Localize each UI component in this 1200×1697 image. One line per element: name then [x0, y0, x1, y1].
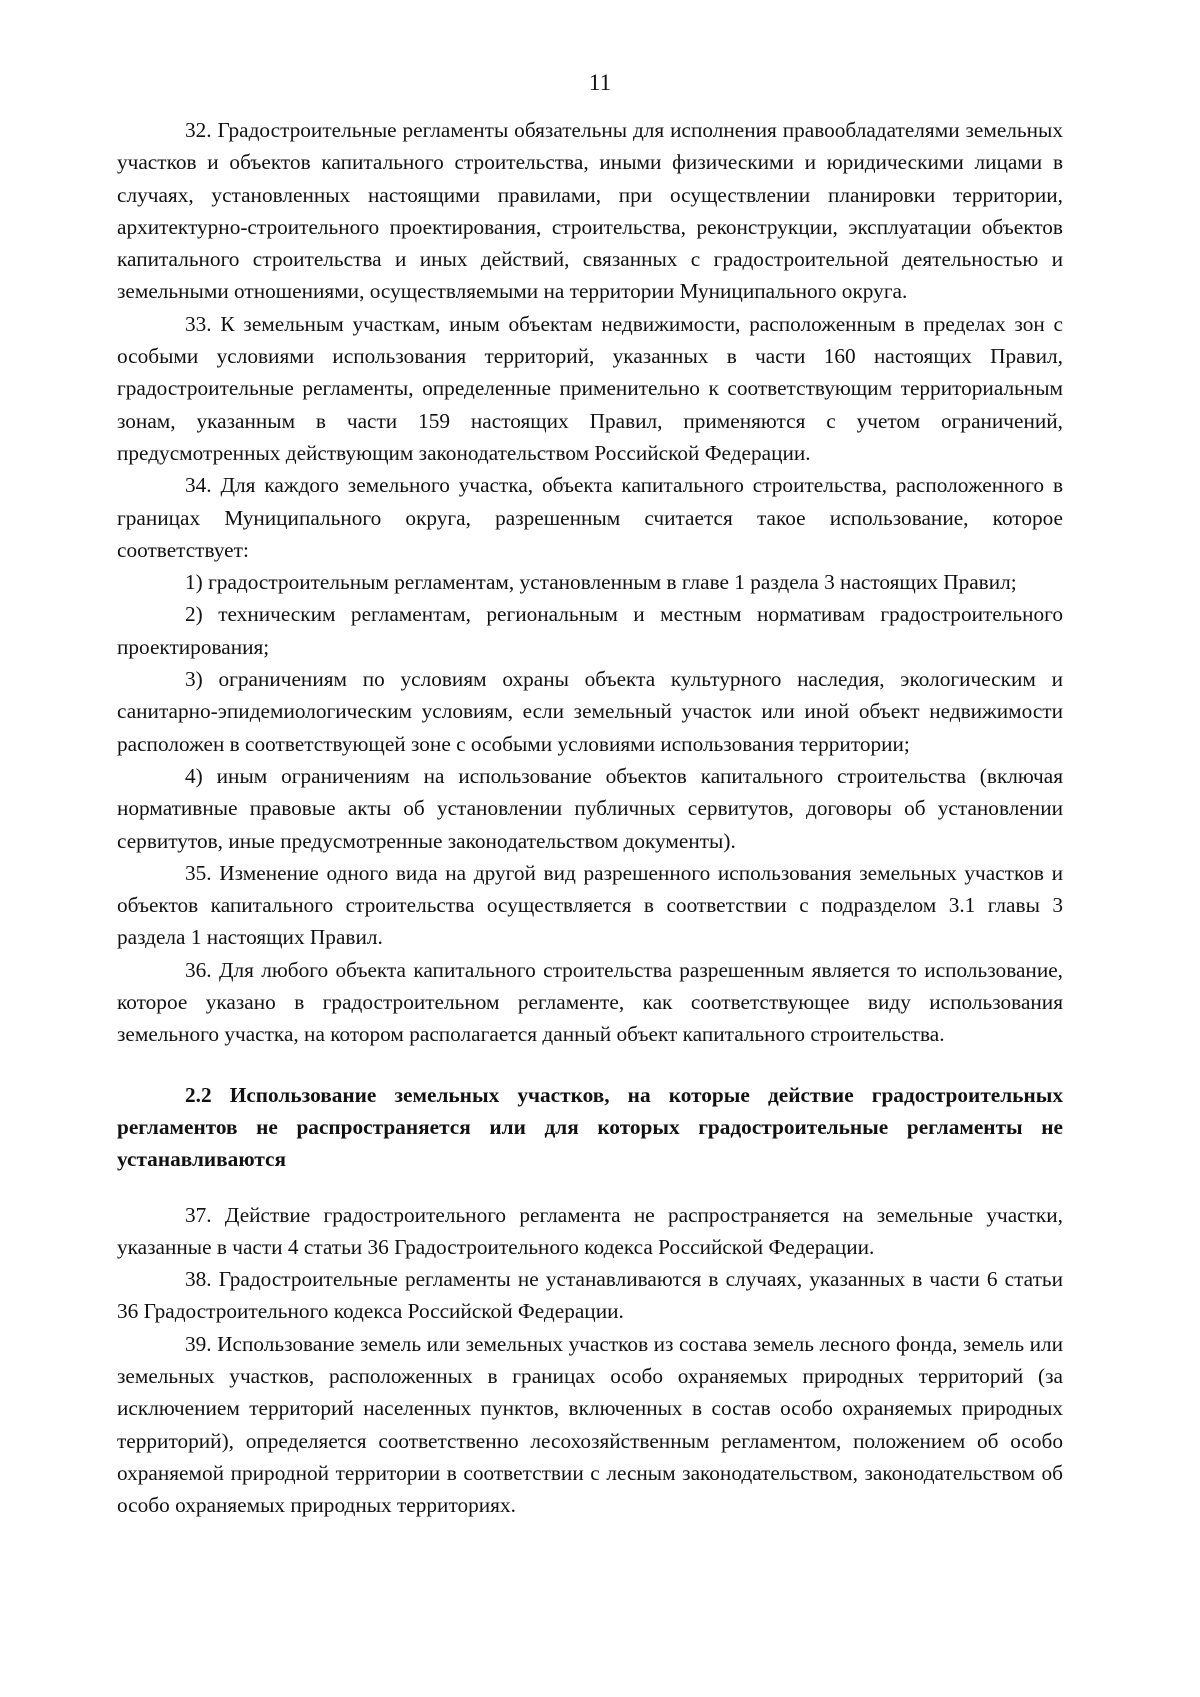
paragraph-34: 34. Для каждого земельного участка, объекта капитального строительства, расположенного в границах Муниципального округа, разрешенным считается такое использование, которое соответствует: — [117, 473, 1063, 562]
paragraph-33: 33. К земельным участкам, иным объектам недвижимости, расположенным в пределах зон с особыми условиями использования территорий, указанных в части 160 настоящих Правил, градостроительные регламенты, определенные применительно к соответствующим территориальным зонам, указанным в части 159 настоящих Правил, применяются с учетом ограничений, предусмотренных действующим законодательством Российской Федерации. — [117, 311, 1063, 465]
document-body — [117, 114, 1063, 1521]
list-item-1: 1) градостроительным регламентам, установленным в главе 1 раздела 3 настоящих Правил; — [185, 570, 1017, 595]
section-heading: 2.2 Использование земельных участков, на которые действие градостроительных регламентов не распространяется или для которых градостроительные регламенты не устанавливаются — [117, 1082, 1063, 1172]
paragraph-37: 37. Действие градостроительного регламента не распространяется на земельные участки, указанные в части 4 статьи 36 Градостроительного кодекса Российской Федерации. — [117, 1202, 1063, 1259]
paragraph-38: 38. Градостроительные регламенты не устанавливаются в случаях, указанных в части 6 статьи 36 Градостроительного кодекса Российской Федерации. — [117, 1267, 1063, 1324]
list-item-3: 3) ограничениям по условиям охраны объекта культурного наследия, экологическим и санитарно-эпидемиологическим условиям, если земельный участок или иной объект недвижимости расположен в соответствующей зоне с особыми условиями использования территории; — [117, 667, 1063, 756]
page-number: 11 — [588, 70, 612, 95]
list-item-2: 2) техническим регламентам, региональным и местным нормативам градостроительного проектирования; — [117, 602, 1063, 659]
list-item-4: 4) иным ограничениям на использование объектов капитального строительства (включая нормативные правовые акты об установлении публичных сервитутов, договоры об установлении сервитутов, иные предусмотренные законодательством документы). — [117, 763, 1063, 853]
paragraph-36: 36. Для любого объекта капитального строительства разрешенным является то использование, которое указано в градостроительном регламенте, как соответствующее виду использования земельного участка, на котором располагается данный объект капитального строительства. — [117, 957, 1063, 1047]
paragraph-32: 32. Градостроительные регламенты обязательны для исполнения правообладателями земельных участков и объектов капитального строительства, иными физическими и юридическими лицами в случаях, установленных настоящими правилами, при осуществлении планировки территории, архитектурно-строительного проектирования, строительства, реконструкции, эксплуатации объектов капитального строительства и иных действий, связанных с градостроительной деятельностью и земельными отношениями, осуществляемыми на территории Муниципального округа. — [117, 118, 1063, 304]
paragraph-35: 35. Изменение одного вида на другой вид разрешенного использования земельных участков и объектов капитального строительства осуществляется в соответствии с подразделом 3.1 главы 3 раздела 1 настоящих Правил. — [117, 860, 1063, 950]
paragraph-39: 39. Использование земель или земельных участков из состава земель лесного фонда, земель или земельных участков, расположенных в границах особо охраняемых природных территорий (за исключением территорий населенных пунктов, включенных в состав особо охраняемых природных территорий), определяется соответственно лесохозяйственным регламентом, положением об особо охраняемой природной территории в соответствии с лесным законодательством, законодательством об особо охраняемых природных территориях. — [117, 1331, 1063, 1518]
